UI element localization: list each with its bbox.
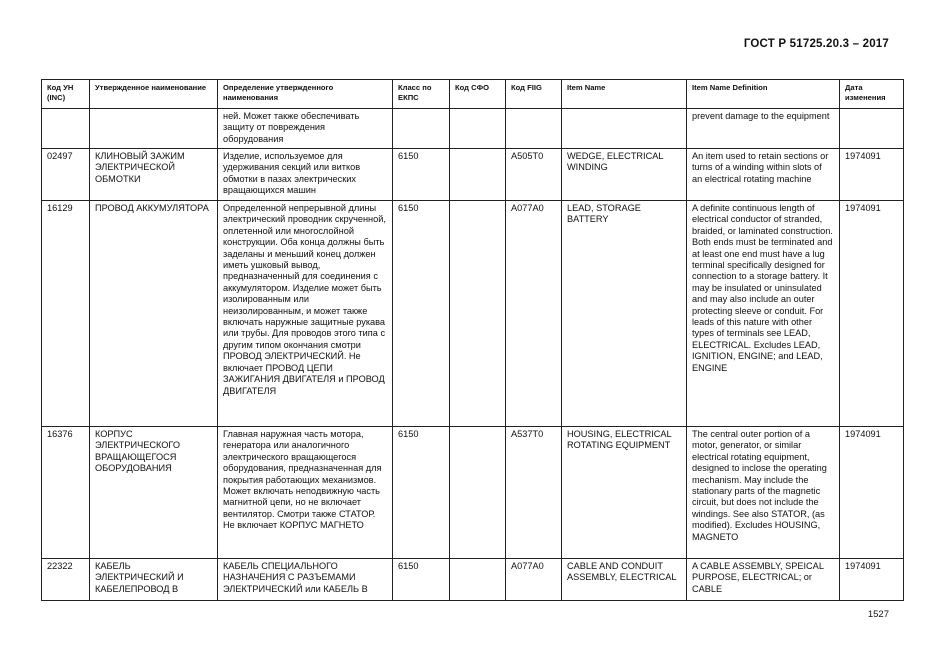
cell-definition-ru: Изделие, используемое для удерживания секций или витков обмотки в пазах электрических вращающихся машин (218, 149, 393, 201)
col-header-date: Дата изменения (840, 80, 904, 109)
cell-definition-ru: Определенной непрерывной длины электрический проводник скрученной, оплетенной или многослойной конструкции. Оба конца должны быть заделаны и меньший конец должен иметь ушковый вывод, предназначенный для соединения с аккумулятором. Изделие может быть изолированным или неизолированным, и может также включать наружные защитные рукава или трубы. Для проводов этого типа с другим типом окончания смотри ПРОВОД ЭЛЕКТРИЧЕСКИЙ. Не включает ПРОВОД ЦЕПИ ЗАЖИГАНИЯ ДВИГАТЕЛЯ и ПРОВОД ДВИГАТЕЛЯ (218, 201, 393, 427)
item-names-table (41, 79, 904, 601)
cell-item-definition: The central outer portion of a motor, generator, or similar electrical rotating equipment, designed to inclose the operating mechanism. May include the stationary parts of the magnetic circuit, but does not include the windings. See also STATOR, (as modified). Excludes HOUSING, MAGNETO (687, 427, 840, 559)
table-row (42, 149, 904, 201)
cell-sfo (450, 149, 506, 201)
table-row (42, 559, 904, 601)
cell-class: 6150 (393, 201, 450, 427)
cell-item-name (562, 109, 687, 149)
cell-definition-ru: Главная наружная часть мотора, генератора или аналогичного электрического вращающегося оборудования, предназначенная для покрытия работающих механизмов. Может включать неподвижную часть магнитной цепи, но не включает вентилятор. Смотри также СТАТОР. Не включает КОРПУС МАГНЕТО (218, 427, 393, 559)
cell-sfo (450, 109, 506, 149)
table-header-row (42, 80, 904, 109)
cell-date: 1974091 (840, 149, 904, 201)
cell-fiig: A537T0 (506, 427, 562, 559)
cell-item-name: WEDGE, ELECTRICAL WINDING (562, 149, 687, 201)
cell-item-definition: A CABLE ASSEMBLY, SPEICAL PURPOSE, ELECTRICAL; or CABLE (687, 559, 840, 601)
cell-sfo (450, 427, 506, 559)
cell-date (840, 109, 904, 149)
cell-name-ru: КОРПУС ЭЛЕКТРИЧЕСКОГО ВРАЩАЮЩЕГОСЯ ОБОРУДОВАНИЯ (90, 427, 218, 559)
col-header-sfo: Код СФО (450, 80, 506, 109)
cell-item-name: CABLE AND CONDUIT ASSEMBLY, ELECTRICAL (562, 559, 687, 601)
document-standard-header: ГОСТ Р 51725.20.3 – 2017 (743, 38, 889, 50)
cell-class (393, 109, 450, 149)
col-header-item-definition: Item Name Definition (687, 80, 840, 109)
cell-code: 02497 (42, 149, 90, 201)
col-header-class: Класс по ЕКПС (393, 80, 450, 109)
col-header-fiig: Код FIIG (506, 80, 562, 109)
table-row (42, 109, 904, 149)
cell-item-definition: An item used to retain sections or turns of a winding within slots of an electrical rotating machine (687, 149, 840, 201)
cell-item-name: HOUSING, ELECTRICAL ROTATING EQUIPMENT (562, 427, 687, 559)
table-row (42, 427, 904, 559)
cell-definition-ru: КАБЕЛЬ СПЕЦИАЛЬНОГО НАЗНАЧЕНИЯ С РАЗЪЕМАМИ ЭЛЕКТРИЧЕСКИЙ или КАБЕЛЬ В (218, 559, 393, 601)
cell-class: 6150 (393, 149, 450, 201)
cell-code: 22322 (42, 559, 90, 601)
cell-item-definition: A definite continuous length of electrical conductor of stranded, braided, or laminated construction. Both ends must be terminated and at least one end must have a lug terminal specifically designed for connection to a storage battery. It may be insulated or uninsulated and may also include an outer protecting sleeve or conduit. For leads of this nature with other types of terminals see LEAD, ELECTRICAL. Excludes LEAD, IGNITION, ENGINE; and LEAD, ENGINE (687, 201, 840, 427)
cell-fiig (506, 109, 562, 149)
cell-item-name: LEAD, STORAGE BATTERY (562, 201, 687, 427)
cell-fiig: A505T0 (506, 149, 562, 201)
cell-code (42, 109, 90, 149)
cell-code: 16129 (42, 201, 90, 427)
cell-date: 1974091 (840, 427, 904, 559)
col-header-code: Код УН (INC) (42, 80, 90, 109)
cell-sfo (450, 201, 506, 427)
cell-fiig: A077A0 (506, 559, 562, 601)
cell-date: 1974091 (840, 559, 904, 601)
cell-item-definition: prevent damage to the equipment (687, 109, 840, 149)
cell-code: 16376 (42, 427, 90, 559)
col-header-item-name: Item Name (562, 80, 687, 109)
page-number: 1527 (867, 609, 889, 620)
cell-definition-ru: ней. Может также обеспечивать защиту от повреждения оборудования (218, 109, 393, 149)
cell-fiig: A077A0 (506, 201, 562, 427)
col-header-definition-ru: Определение утвержденного наименования (218, 80, 393, 109)
cell-date: 1974091 (840, 201, 904, 427)
cell-name-ru: ПРОВОД АККУМУЛЯТОРА (90, 201, 218, 427)
table-row (42, 201, 904, 427)
col-header-name-ru: Утвержденное наименование (90, 80, 218, 109)
cell-sfo (450, 559, 506, 601)
cell-name-ru: КЛИНОВЫЙ ЗАЖИМ ЭЛЕКТРИЧЕСКОЙ ОБМОТКИ (90, 149, 218, 201)
cell-name-ru: КАБЕЛЬ ЭЛЕКТРИЧЕСКИЙ И КАБЕЛЕПРОВОД В (90, 559, 218, 601)
cell-class: 6150 (393, 427, 450, 559)
cell-name-ru (90, 109, 218, 149)
cell-class: 6150 (393, 559, 450, 601)
